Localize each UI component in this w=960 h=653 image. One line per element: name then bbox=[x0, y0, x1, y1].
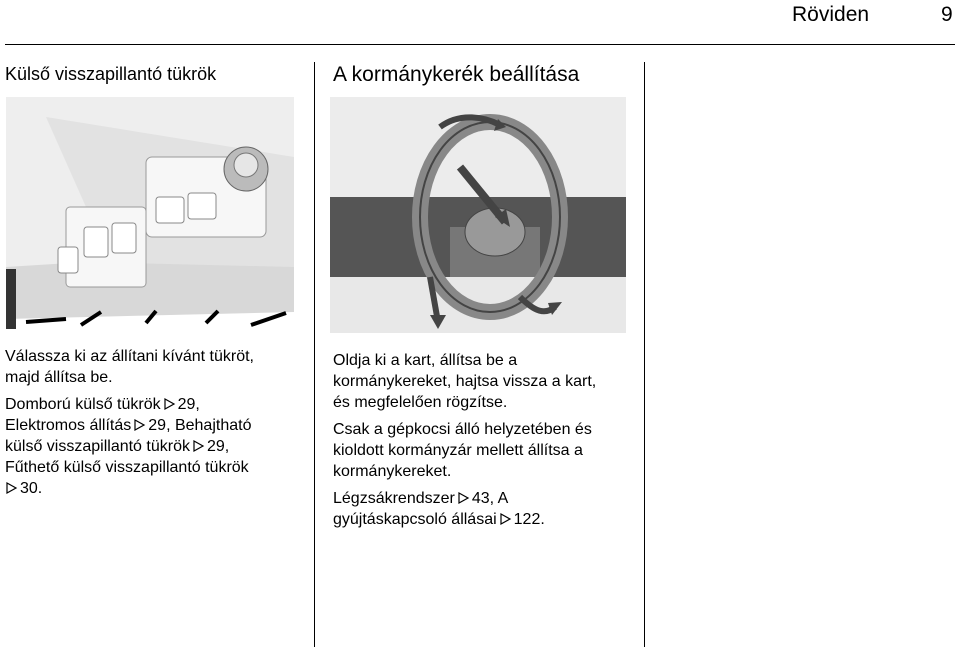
steering-wheel-illustration bbox=[330, 97, 626, 333]
steering-instructions bbox=[333, 350, 638, 530]
paragraph-stationary-only bbox=[333, 419, 638, 482]
page-reference-icon bbox=[133, 418, 146, 432]
page-reference-icon bbox=[5, 481, 18, 495]
page-header-title: Röviden bbox=[792, 3, 870, 26]
column-divider bbox=[314, 62, 315, 647]
ref-airbag-system[interactable]: Légzsákrendszer bbox=[333, 490, 455, 507]
ref-page-29a: 29, bbox=[177, 396, 200, 413]
para2-line-3: kormánykereket. bbox=[333, 463, 452, 480]
ref-electric-adjust[interactable]: Elektromos állítás bbox=[5, 417, 132, 434]
ref-page-29b: 29, Behajtható bbox=[148, 417, 252, 434]
para1-line-1: Oldja ki a kart, állítsa be a bbox=[333, 352, 518, 369]
paragraph-release-lever bbox=[333, 350, 638, 413]
mirror-switch-illustration bbox=[6, 97, 294, 329]
ref-convex-mirror[interactable]: Domború külső tükrök bbox=[5, 396, 161, 413]
reference-paragraph bbox=[5, 394, 305, 499]
page-reference-icon bbox=[457, 491, 470, 505]
page-reference-icon bbox=[192, 439, 205, 453]
intro-line-1: Válassza ki az állítani kívánt tükröt, bbox=[5, 348, 254, 365]
page-reference-icon bbox=[499, 512, 512, 526]
paragraph-references bbox=[333, 488, 638, 530]
mirror-instructions bbox=[5, 346, 305, 505]
header-rule bbox=[5, 44, 955, 45]
ref-page-30: 30. bbox=[20, 480, 43, 497]
para2-line-1: Csak a gépkocsi álló helyzetében és bbox=[333, 421, 592, 438]
para2-line-2: kioldott kormányzár mellett állítsa a bbox=[333, 442, 583, 459]
ref-heated-mirror[interactable]: Fűthető külső visszapillantó tükrök bbox=[5, 459, 249, 476]
ref-page-122: 122. bbox=[513, 511, 545, 528]
section-title-steering: A kormánykerék beállítása bbox=[333, 63, 580, 86]
ref-page-29c: 29, bbox=[206, 438, 230, 455]
ref-page-43: 43, A bbox=[471, 490, 509, 507]
ref-folding-mirror[interactable]: külső visszapillantó tükrök bbox=[5, 438, 190, 455]
para1-line-3: és megfelelően rögzítse. bbox=[333, 394, 508, 411]
ref-ignition-positions[interactable]: gyújtáskapcsoló állásai bbox=[333, 511, 497, 528]
page-reference-icon bbox=[163, 397, 176, 411]
page-number: 9 bbox=[941, 3, 953, 26]
intro-paragraph bbox=[5, 346, 305, 388]
para1-line-2: kormánykereket, hajtsa vissza a kart, bbox=[333, 373, 597, 390]
intro-line-2: majd állítsa be. bbox=[5, 369, 113, 386]
column-divider-right bbox=[644, 62, 645, 647]
section-title-mirrors: Külső visszapillantó tükrök bbox=[5, 64, 217, 84]
